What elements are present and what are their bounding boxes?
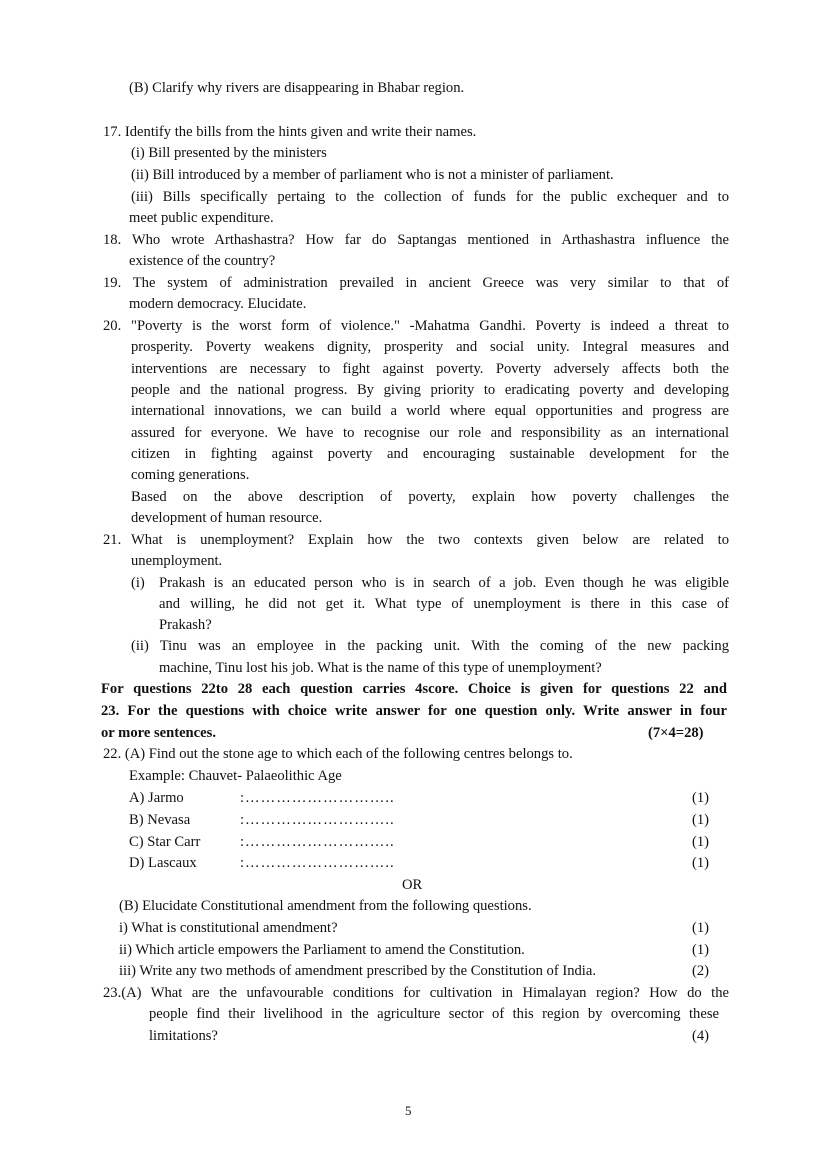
q17-hint-ii: (ii) Bill introduced by a member of parliament who is not a minister of parliament. <box>131 167 614 183</box>
q22-b-item-mark: (1) <box>692 920 710 936</box>
section-instructions-line1: For questions 22to 28 each question carries 4score. Choice is given for questions 22 and <box>101 681 727 697</box>
q21-context-i-line1: Prakash is an educated person who is in search of a job. Even though he was eligible <box>159 575 729 591</box>
q22-item-label: D) Lascaux <box>129 855 197 871</box>
q21-context-ii-line1: (ii) Tinu was an employee in the packing unit. With the coming of the new packing <box>131 638 729 654</box>
q22-item-label: C) Star Carr <box>129 834 201 850</box>
q17-hint-iii-line1: (iii) Bills specifically pertaing to the collection of funds for the public exchequer and to <box>131 189 729 205</box>
section-marks: (7×4=28) <box>648 725 704 741</box>
q21-context-i-label: (i) <box>131 575 145 591</box>
q20-line4: people and the national progress. By giving priority to eradicating poverty and developing <box>131 382 729 398</box>
q19-line2: modern democracy. Elucidate. <box>129 296 307 312</box>
q22-item-blank: :……………………….. <box>240 855 395 871</box>
section-instructions-line2: 23. For the questions with choice write answer for one question only. Write answer in four <box>101 703 727 719</box>
q22-b-item: i) What is constitutional amendment? <box>119 920 338 936</box>
q22-b-item: ii) Which article empowers the Parliament to amend the Constitution. <box>119 942 525 958</box>
q17-hint-i: (i) Bill presented by the ministers <box>131 145 327 161</box>
q22-b-item: iii) Write any two methods of amendment prescribed by the Constitution of India. <box>119 963 596 979</box>
q22-or-divider: OR <box>402 877 423 893</box>
q22-item-label: A) Jarmo <box>129 790 184 806</box>
q22-b-item-mark: (2) <box>692 963 710 979</box>
q19-line1: 19. The system of administration prevailed in ancient Greece was very similar to that of <box>103 275 729 291</box>
q23-line3: limitations? <box>149 1028 218 1044</box>
q22-item-blank: :……………………….. <box>240 834 395 850</box>
q20-line6: assured for everyone. We have to recognise our role and responsibility as an international <box>131 425 729 441</box>
q21-number: 21. <box>103 532 122 548</box>
q22-a-stem: 22. (A) Find out the stone age to which each of the following centres belongs to. <box>103 746 573 762</box>
q22-item-blank: :……………………….. <box>240 812 395 828</box>
q21-context-i-line2: and willing, he did not get it. What type of unemployment is there in this case of <box>159 596 729 612</box>
q23-line1: 23.(A) What are the unfavourable conditions for cultivation in Himalayan region? How do the <box>103 985 729 1001</box>
q22-example: Example: Chauvet- Palaeolithic Age <box>129 768 342 784</box>
q20-number: 20. <box>103 318 122 334</box>
q18-line1: 18. Who wrote Arthashastra? How far do Saptangas mentioned in Arthashastra influence the <box>103 232 729 248</box>
q20-line5: international innovations, we can build a world where equal opportunities and progress are <box>131 403 729 419</box>
q22-item-mark: (1) <box>692 790 710 806</box>
q20-line8: coming generations. <box>131 467 250 483</box>
q23-mark: (4) <box>692 1028 710 1044</box>
q21-line1: What is unemployment? Explain how the two contexts given below are related to <box>131 532 729 548</box>
q22-b-item-mark: (1) <box>692 942 710 958</box>
page-number: 5 <box>405 1103 412 1118</box>
q18-line2: existence of the country? <box>129 253 276 269</box>
q22-item-blank: :……………………….. <box>240 790 395 806</box>
q22-item-mark: (1) <box>692 855 710 871</box>
q22-item-label: B) Nevasa <box>129 812 191 828</box>
q20-line7: citizen in fighting against poverty and encouraging sustainable development for the <box>131 446 729 462</box>
q23-line2: people find their livelihood in the agriculture sector of this region by overcoming these <box>149 1006 719 1022</box>
q22-item-mark: (1) <box>692 834 710 850</box>
q21-context-i-line3: Prakash? <box>159 617 212 633</box>
q20-line3: interventions are necessary to fight against poverty. Poverty adversely affects both the <box>131 361 729 377</box>
q17-hint-iii-line2: meet public expenditure. <box>129 210 274 226</box>
q16-part-b: (B) Clarify why rivers are disappearing in Bhabar region. <box>129 80 465 96</box>
q21-line2: unemployment. <box>131 553 223 569</box>
q22-b-stem: (B) Elucidate Constitutional amendment from the following questions. <box>119 898 532 914</box>
q22-item-mark: (1) <box>692 812 710 828</box>
q20-line10: development of human resource. <box>131 510 323 526</box>
q20-line1: "Poverty is the worst form of violence." -Mahatma Gandhi. Poverty is indeed a threat to <box>131 318 729 334</box>
q21-context-ii-line2: machine, Tinu lost his job. What is the name of this type of unemployment? <box>159 660 602 676</box>
q20-line2: prosperity. Poverty weakens dignity, prosperity and social unity. Integral measures and <box>131 339 729 355</box>
q17-stem: 17. Identify the bills from the hints given and write their names. <box>103 124 477 140</box>
section-instructions-line3: or more sentences. <box>101 725 216 741</box>
q20-line9: Based on the above description of poverty, explain how poverty challenges the <box>131 489 729 505</box>
